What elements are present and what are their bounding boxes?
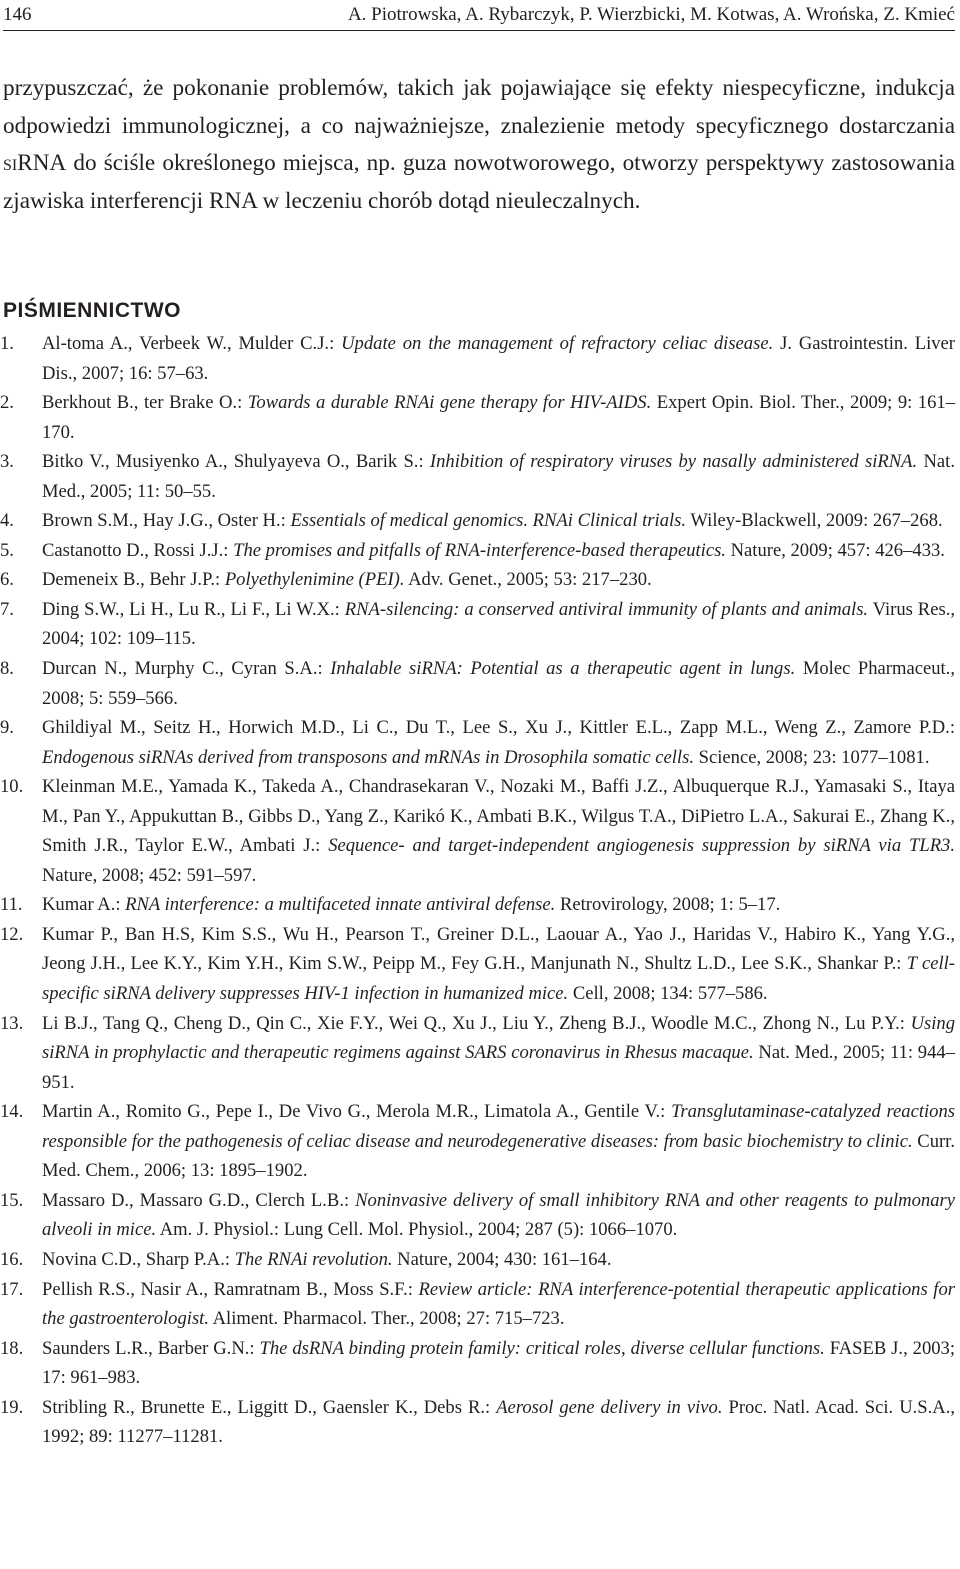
- reference-title: Endogenous siRNAs derived from transposons and mRNAs in Drosophila somatic cells.: [42, 746, 694, 768]
- reference-number: 17.: [0, 1278, 24, 1300]
- reference-title: The dsRNA binding protein family: critical roles, diverse cellular functions.: [259, 1337, 825, 1359]
- reference-title: Inhalable siRNA: Potential as a therapeutic agent in lungs.: [330, 658, 796, 680]
- reference-title: Essentials of medical genomics. RNAi Clinical trials.: [290, 510, 687, 532]
- reference-source: Cell, 2008; 134: 577–586.: [568, 983, 768, 1005]
- reference-authors: Al-toma A., Verbeek W., Mulder C.J.:: [42, 333, 342, 354]
- reference-source: Nature, 2008; 452: 591–597.: [42, 864, 257, 886]
- reference-number: 16.: [0, 1248, 24, 1270]
- reference-title: T cell-specific siRNA delivery suppresses HIV-1 infection in humanized mice.: [42, 953, 955, 1005]
- reference-item: [0, 1009, 955, 1098]
- reference-number: 1.: [0, 333, 14, 354]
- reference-item: [0, 713, 955, 772]
- reference-authors: Castanotto D., Rossi J.J.:: [42, 539, 234, 561]
- reference-authors: Berkhout B., ter Brake O.:: [42, 392, 248, 414]
- reference-number: 14.: [0, 1101, 24, 1123]
- reference-source: Nat. Med., 2005; 11: 944–951.: [42, 1042, 955, 1093]
- paragraph-sirna-term: siRNA: [3, 150, 67, 176]
- reference-authors: Martin A., Romito G., Pepe I., De Vivo G., Merola M.R., Limatola A., Gentile V.:: [42, 1101, 672, 1123]
- reference-number: 6.: [0, 569, 14, 591]
- reference-item: [0, 1245, 955, 1275]
- reference-item: [0, 565, 955, 595]
- reference-number: 15.: [0, 1189, 24, 1211]
- reference-title: Inhibition of respiratory viruses by nasally administered siRNA.: [429, 451, 918, 473]
- reference-source: FASEB J., 2003; 17: 961–983.: [42, 1337, 956, 1389]
- reference-item: [0, 772, 955, 890]
- reference-list: [0, 329, 955, 1452]
- reference-title: Noninvasive delivery of small inhibitory RNA and other reagents to pulmonary alveoli in mice.: [42, 1189, 955, 1241]
- reference-source: Science, 2008; 23: 1077–1081.: [693, 746, 930, 768]
- reference-authors: Kumar P., Ban H.S, Kim S.S., Wu H., Pearson T., Greiner D.L., Laouar A., Yao J., Haridas V., Habiro K., Yang Y.G., Jeong J.H., Lee K.Y., Kim Y.H., Kim S.W., Peipp M., Fey G.H., Manjunath N., Shultz L.D., Lee S.K., Shankar P.:: [42, 923, 955, 975]
- reference-number: 18.: [0, 1337, 24, 1359]
- reference-source: Nature, 2009; 457: 426–433.: [725, 539, 945, 561]
- reference-number: 9.: [0, 717, 14, 739]
- paragraph-text-part2: do ściśle określonego miejsca, np. guza nowotworowego, otworzy perspektywy zastosowania zjawiska interferencji RNA w leczeniu chorób dotąd nieuleczalnych.: [3, 150, 955, 214]
- reference-title: RNA-silencing: a conserved antiviral immunity of plants and animals.: [344, 598, 869, 620]
- reference-number: 2.: [0, 392, 14, 414]
- reference-item: [0, 1186, 955, 1245]
- reference-authors: Stribling R., Brunette E., Liggitt D., Gaensler K., Debs R.:: [42, 1396, 497, 1418]
- section-title: PIŚMIENNICTWO: [3, 299, 181, 322]
- reference-item: [0, 506, 955, 536]
- reference-authors: Ghildiyal M., Seitz H., Horwich M.D., Li C., Du T., Lee S., Xu J., Kittler E.L., Zapp M.L., Weng Z., Zamore P.D.:: [42, 717, 955, 739]
- reference-item: [0, 536, 955, 566]
- reference-item: [0, 595, 955, 654]
- reference-source: Nature, 2004; 430: 161–164.: [392, 1248, 612, 1270]
- reference-title: Sequence- and target-independent angiogenesis suppression by siRNA via TLR3.: [328, 835, 955, 857]
- reference-source: Molec Pharmaceut., 2008; 5: 559–566.: [42, 658, 955, 709]
- reference-authors: Saunders L.R., Barber G.N.:: [42, 1337, 260, 1359]
- reference-authors: Brown S.M., Hay J.G., Oster H.:: [42, 510, 291, 532]
- reference-authors: Pellish R.S., Nasir A., Ramratnam B., Moss S.F.:: [42, 1278, 419, 1300]
- reference-number: 3.: [0, 451, 14, 473]
- reference-title: RNA interference: a multifaceted innate antiviral defense.: [125, 894, 556, 916]
- reference-title: Update on the management of refractory celiac disease.: [341, 333, 774, 354]
- reference-authors: Novina C.D., Sharp P.A.:: [42, 1248, 235, 1270]
- reference-authors: Li B.J., Tang Q., Cheng D., Qin C., Xie F.Y., Wei Q., Xu J., Liu Y., Zheng B.J., Woodle M.C., Zhong N., Lu P.Y.:: [42, 1012, 911, 1034]
- reference-item: [0, 1334, 955, 1393]
- reference-source: Am. J. Physiol.: Lung Cell. Mol. Physiol., 2004; 287 (5): 1066–1070.: [156, 1219, 678, 1241]
- reference-item: [0, 1393, 955, 1452]
- reference-title: The promises and pitfalls of RNA-interference-based therapeutics.: [233, 539, 726, 561]
- reference-title: The RNAi revolution.: [234, 1248, 393, 1270]
- running-header: [3, 2, 955, 31]
- reference-number: 10.: [0, 776, 24, 798]
- reference-item: [0, 654, 955, 713]
- reference-authors: Bitko V., Musiyenko A., Shulyayeva O., Barik S.:: [42, 451, 430, 473]
- reference-source: Curr. Med. Chem., 2006; 13: 1895–1902.: [42, 1130, 955, 1182]
- reference-title: Towards a durable RNAi gene therapy for HIV-AIDS.: [247, 392, 652, 414]
- reference-title: Transglutaminase-catalyzed reactions responsible for the pathogenesis of celiac disease and neurodegenerative diseases: from basic biochemistry to clinic.: [42, 1101, 955, 1152]
- reference-item: [0, 388, 955, 447]
- reference-number: 4.: [0, 510, 14, 532]
- reference-source: Retrovirology, 2008; 1: 5–17.: [555, 894, 781, 916]
- reference-title: Aerosol gene delivery in vivo.: [496, 1396, 723, 1418]
- reference-authors: Demeneix B., Behr J.P.:: [42, 569, 225, 591]
- reference-authors: Kleinman M.E., Yamada K., Takeda A., Chandrasekaran V., Nozaki M., Baffi J.Z., Albuquerque R.J., Yamasaki S., Itaya M., Pan Y., Appukuttan B., Gibbs D., Yang Z., Karikó K., Ambati B.K., Wilgus T.A., DiPietro L.A., Sakurai E., Zhang K., Smith J.R., Taylor E.W., Ambati J.:: [42, 776, 955, 857]
- reference-number: 11.: [0, 894, 23, 916]
- reference-source: Virus Res., 2004; 102: 109–115.: [42, 598, 955, 650]
- reference-title: Polyethylenimine (PEI).: [224, 569, 405, 591]
- reference-number: 5.: [0, 539, 14, 561]
- page-number: 146: [3, 4, 32, 25]
- header-authors: A. Piotrowska, A. Rybarczyk, P. Wierzbicki, M. Kotwas, A. Wrońska, Z. Kmieć: [347, 4, 955, 25]
- body-paragraph: [3, 70, 955, 220]
- reference-item: [0, 890, 955, 920]
- reference-item: [0, 329, 955, 388]
- reference-item: [0, 920, 955, 1009]
- reference-source: Expert Opin. Biol. Ther., 2009; 9: 161–170.: [42, 392, 955, 443]
- reference-number: 13.: [0, 1012, 24, 1034]
- reference-title: Review article: RNA interference-potential therapeutic applications for the gastroenterologist.: [42, 1278, 955, 1330]
- reference-source: J. Gastrointestin. Liver Dis., 2007; 16: 57–63.: [42, 333, 955, 384]
- paragraph-text-part1: przypuszczać, że pokonanie problemów, takich jak pojawiające się efekty niespecyficzne, indukcja odpowiedzi immunologicznej, a co najważniejsze, znalezienie metody specyficznego dostarczania: [3, 75, 955, 139]
- reference-source: Aliment. Pharmacol. Ther., 2008; 27: 715–723.: [209, 1308, 565, 1330]
- reference-authors: Massaro D., Massaro G.D., Clerch L.B.:: [42, 1189, 356, 1211]
- reference-source: Nat. Med., 2005; 11: 50–55.: [42, 451, 955, 502]
- reference-authors: Kumar A.:: [42, 894, 126, 916]
- reference-title: Using siRNA in prophylactic and therapeutic regimens against SARS coronavirus in Rhesus macaque.: [42, 1012, 955, 1064]
- reference-source: Adv. Genet., 2005; 53: 217–230.: [404, 569, 652, 591]
- reference-item: [0, 1275, 955, 1334]
- reference-source: Proc. Natl. Acad. Sci. U.S.A., 1992; 89: 11277–11281.: [42, 1396, 956, 1448]
- reference-authors: Ding S.W., Li H., Lu R., Li F., Li W.X.:: [42, 598, 345, 620]
- reference-item: [0, 1097, 955, 1186]
- reference-number: 12.: [0, 923, 24, 945]
- reference-source: Wiley-Blackwell, 2009: 267–268.: [686, 510, 943, 532]
- reference-item: [0, 447, 955, 506]
- reference-number: 19.: [0, 1396, 24, 1418]
- reference-authors: Durcan N., Murphy C., Cyran S.A.:: [42, 658, 331, 680]
- reference-number: 8.: [0, 658, 14, 680]
- reference-number: 7.: [0, 598, 14, 620]
